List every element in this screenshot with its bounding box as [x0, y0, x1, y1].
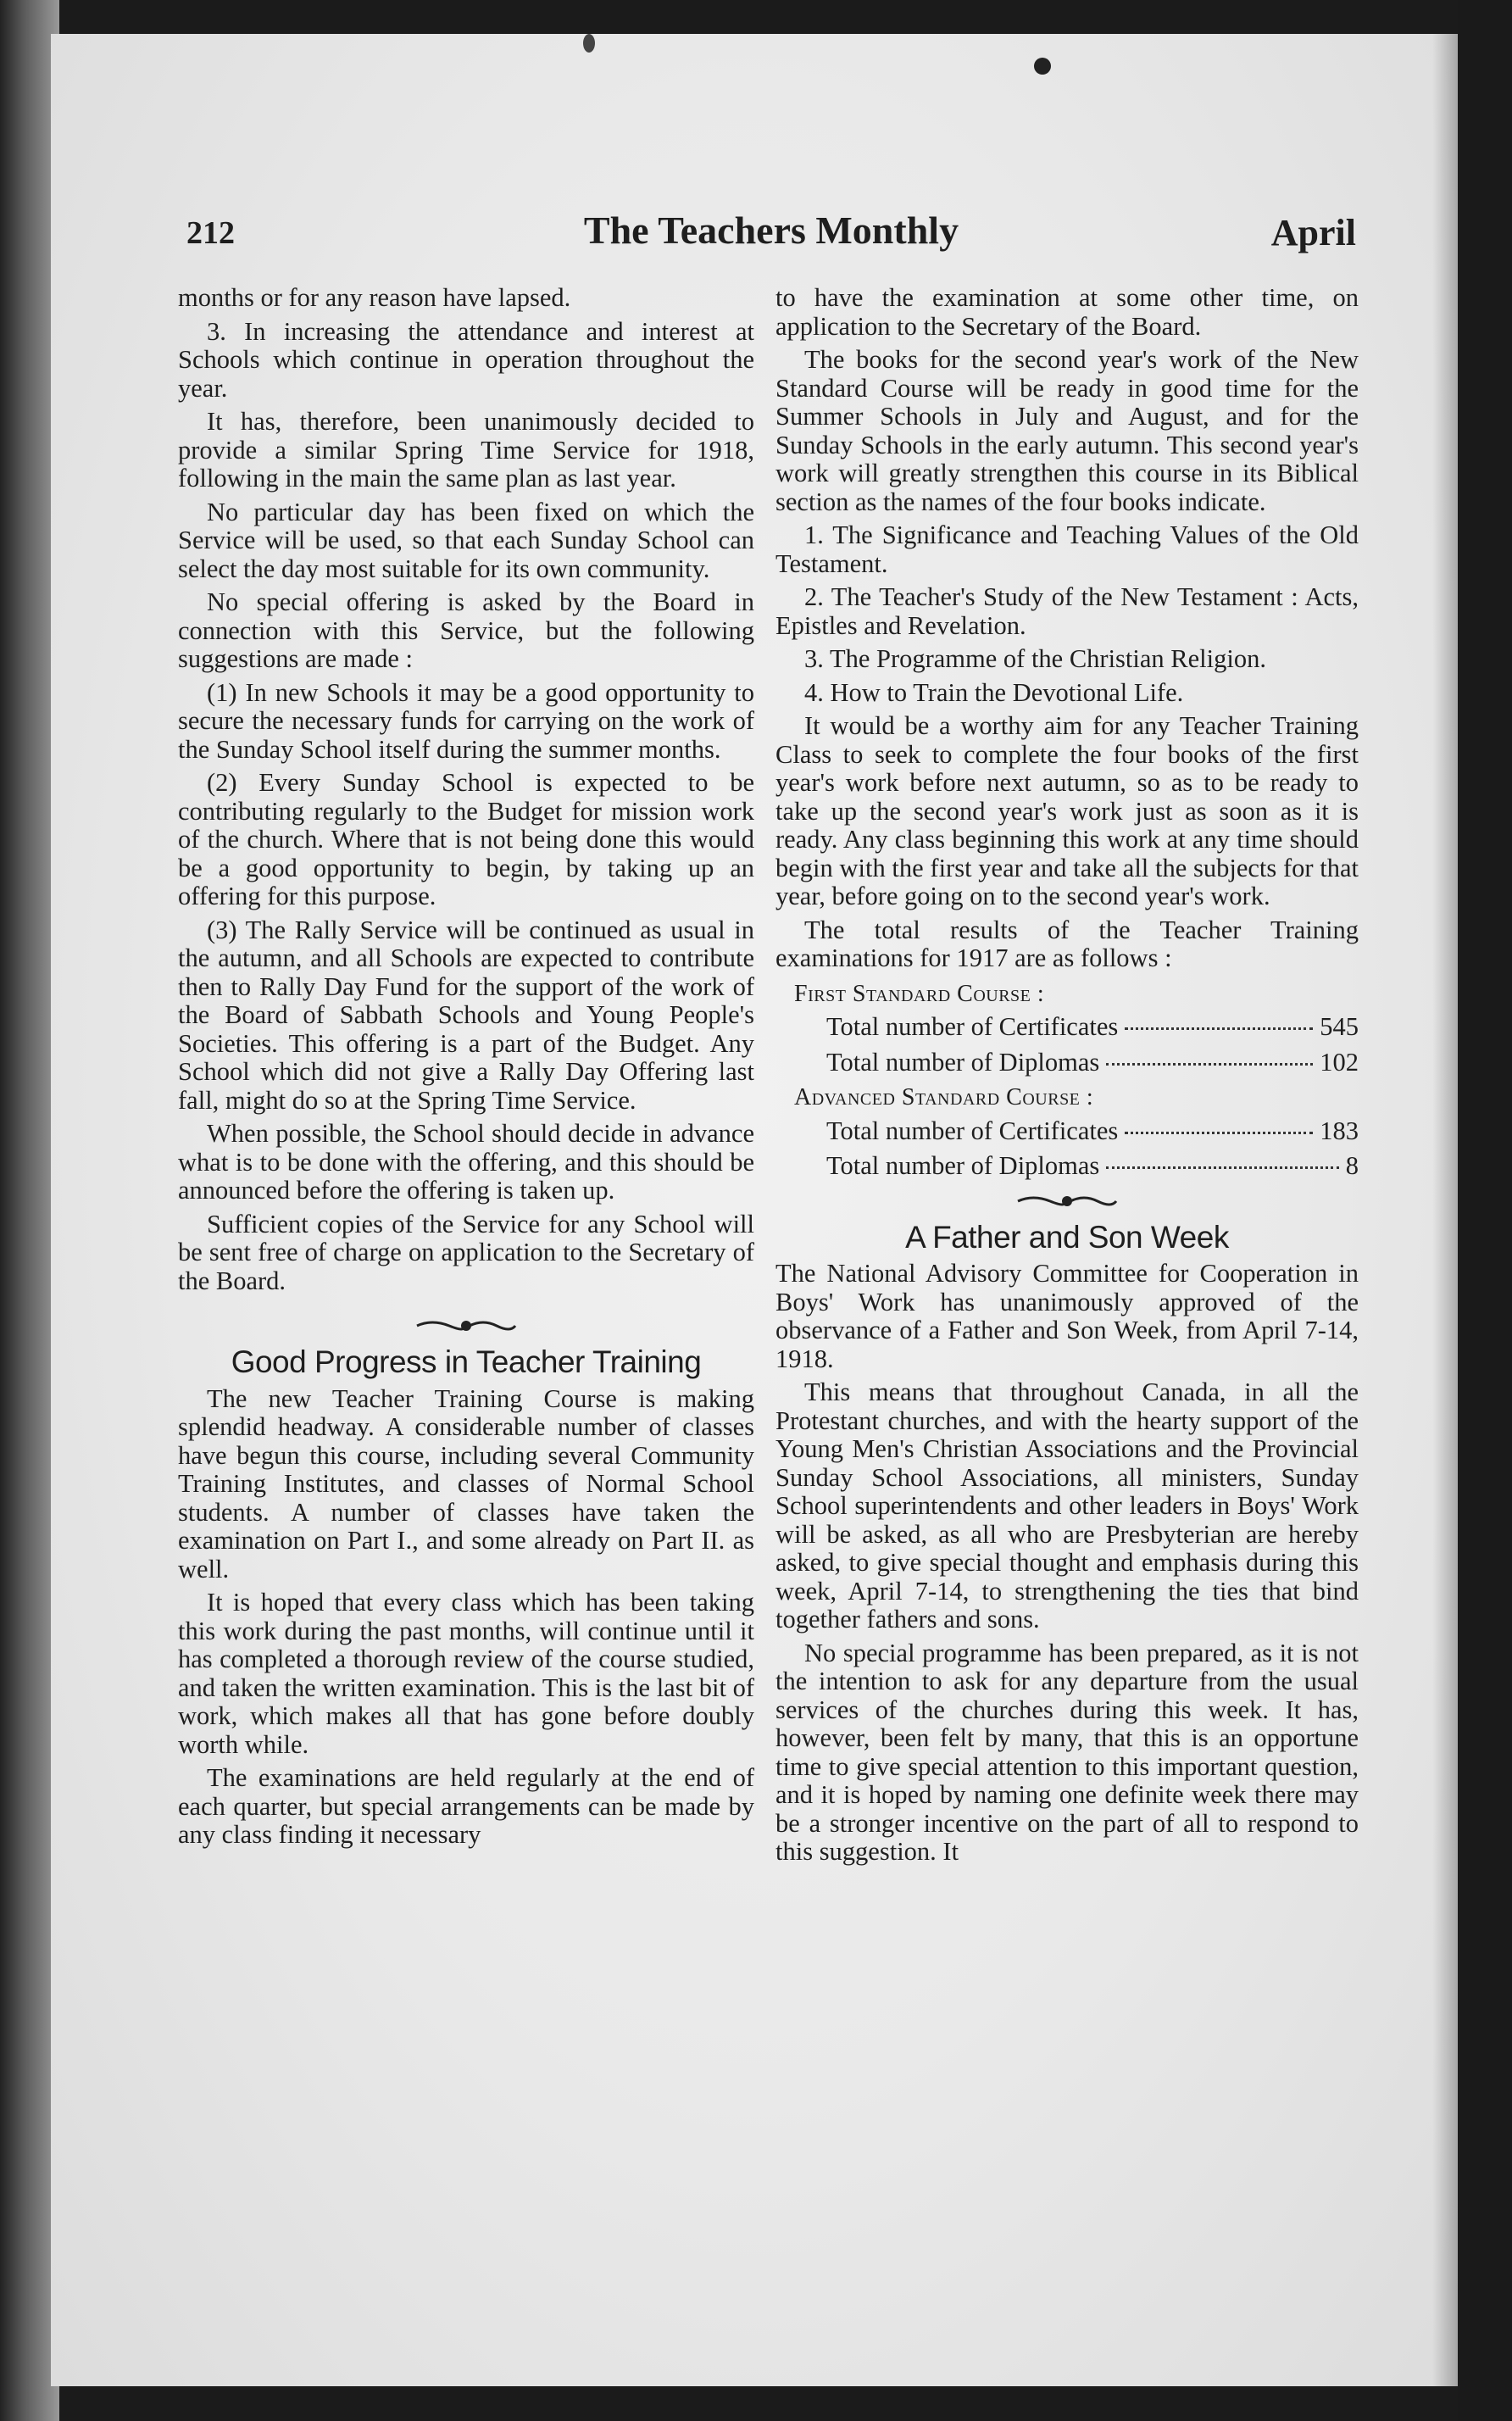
stat-value: 545 [1320, 1012, 1359, 1041]
stat-label: Total number of Diplomas [826, 1047, 1100, 1077]
paragraph: (1) In new Schools it may be a good opportunity to secure the necessary funds for carrying on the work of the Sunday School itself during the summer months. [178, 677, 754, 764]
paragraph: The total results of the Teacher Training examinations for 1917 are as follows : [775, 915, 1359, 972]
paragraph: When possible, the School should decide in advance what is to be done with the offering, and this should be announced before the offering is taken up. [178, 1119, 754, 1205]
paragraph: to have the examination at some other time, on application to the Secretary of the Board. [775, 283, 1359, 341]
paragraph: The examinations are held regularly at the end of each quarter, but special arrangements can be made by any class finding it necessary [178, 1763, 754, 1849]
paragraph: 3. In increasing the attendance and interest at Schools which continue in operation throughout the year. [178, 316, 754, 403]
paragraph: No particular day has been fixed on which the Service will be used, so that each Sunday School can select the day most suitable for its own community. [178, 497, 754, 583]
section-divider-ornament [775, 1189, 1359, 1211]
section-heading: A Father and Son Week [905, 1219, 1229, 1255]
stat-label: Total number of Certificates [826, 1116, 1119, 1145]
paragraph: (2) Every Sunday School is expected to be contributing regularly to the Budget for mission work of the church. Where that is not being done this would be a good opportunity to begin, by taking up an offering for this purpose. [178, 768, 754, 910]
dot-leader [1125, 1132, 1313, 1134]
paragraph: No special offering is asked by the Board in connection with this Service, but the following suggestions are made : [178, 587, 754, 673]
book-list-item: 1. The Significance and Teaching Values of the Old Testament. [775, 520, 1359, 578]
paragraph: It would be a worthy aim for any Teacher Training Class to seek to complete the four books of the first year's work before next autumn, so as to be ready to take up the second year's work just as soon as it is ready. Any class beginning this work at any time should begin with the first year and take all the subjects for that year, before going on to the second year's work. [775, 711, 1359, 910]
paragraph: It is hoped that every class which has been taking this work during the past months, will continue until it has completed a thorough review of the course studied, and taken the written examination. This is the last bit of work, which makes all that has gone before doubly worth while. [178, 1588, 754, 1759]
right-column [775, 284, 1359, 1872]
book-list-item: 4. How to Train the Devotional Life. [804, 677, 1184, 707]
ink-spot [1034, 58, 1051, 75]
paragraph: The new Teacher Training Course is making splendid headway. A considerable number of classes have begun this course, including several Community Training Institutes, and classes of Normal School students. A number of classes have taken the examination on Part I., and some already on Part II. as well. [178, 1383, 754, 1583]
stat-value: 8 [1345, 1151, 1359, 1180]
paragraph: months or for any reason have lapsed. [178, 283, 571, 312]
book-list-item: 3. The Programme of the Christian Religion. [804, 644, 1266, 673]
stat-row [826, 1013, 1359, 1042]
paragraph: This means that throughout Canada, in all the Protestant churches, and with the hearty support of the Young Men's Christian Associations and the Provincial Sunday School Associations, all ministers, Sunday School superintendents and other leaders in Boys' Work will be asked, as all who are Presbyterian are hereby asked, to give special thought and emphasis during this week, April 7-14, to strengthening the ties that bind together fathers and sons. [775, 1377, 1359, 1633]
paragraph: (3) The Rally Service will be continued as usual in the autumn, and all Schools are expected to contribute then to Rally Day Fund for the support of the work of the Board of Sabbath Schools and Young People's Societies. This offering is a part of the Budget. Any School which did not give a Rally Day Offering last fall, might do so at the Spring Time Service. [178, 915, 754, 1115]
paragraph: Sufficient copies of the Service for any School will be sent free of charge on application to the Secretary of the Board. [178, 1209, 754, 1295]
issue-month: April [1270, 212, 1356, 253]
stat-value: 183 [1320, 1116, 1359, 1145]
publication-title: The Teachers Monthly [583, 209, 959, 252]
ink-spot [583, 34, 595, 53]
dot-leader [1125, 1027, 1313, 1030]
book-list-item: 2. The Teacher's Study of the New Testament : Acts, Epistles and Revelation. [775, 582, 1359, 640]
paragraph: No special programme has been prepared, as it is not the intention to ask for any departure from the usual services of the churches during this week. It has, however, been felt by many, that this is an opportune time to give special attention to this important question, and it is hoped by naming one definite week there may be a stronger incentive on the part of all to respond to this suggestion. It [775, 1638, 1359, 1866]
paragraph: The National Advisory Committee for Cooperation in Boys' Work has unanimously approved of the observance of a Father and Son Week, from April 7-14, 1918. [775, 1259, 1359, 1373]
paragraph: It has, therefore, been unanimously decided to provide a similar Spring Time Service for 1918, following in the main the same plan as last year. [178, 407, 754, 493]
paragraph: The books for the second year's work of the New Standard Course will be ready in good time for the Summer Schools in July and August, and for the Sunday Schools in the early autumn. This second year's work will greatly strengthen this course in its Biblical section as the names of the four books indicate. [775, 345, 1359, 516]
advanced-course-heading: Advanced Standard Course : [794, 1084, 1094, 1110]
stat-row [826, 1049, 1359, 1077]
stat-row [826, 1152, 1359, 1181]
dot-leader [1106, 1063, 1313, 1066]
left-column [178, 284, 754, 1855]
first-course-heading: First Standard Course : [794, 980, 1045, 1007]
section-heading: Good Progress in Teacher Training [231, 1344, 702, 1379]
stat-label: Total number of Certificates [826, 1012, 1119, 1041]
page-header [186, 208, 1356, 259]
stat-label: Total number of Diplomas [826, 1151, 1100, 1180]
page-number: 212 [186, 215, 235, 251]
stat-row [826, 1117, 1359, 1146]
section-divider-ornament [178, 1314, 754, 1336]
stat-value: 102 [1320, 1047, 1359, 1077]
scan-border [1458, 0, 1512, 2421]
dot-leader [1106, 1166, 1338, 1169]
